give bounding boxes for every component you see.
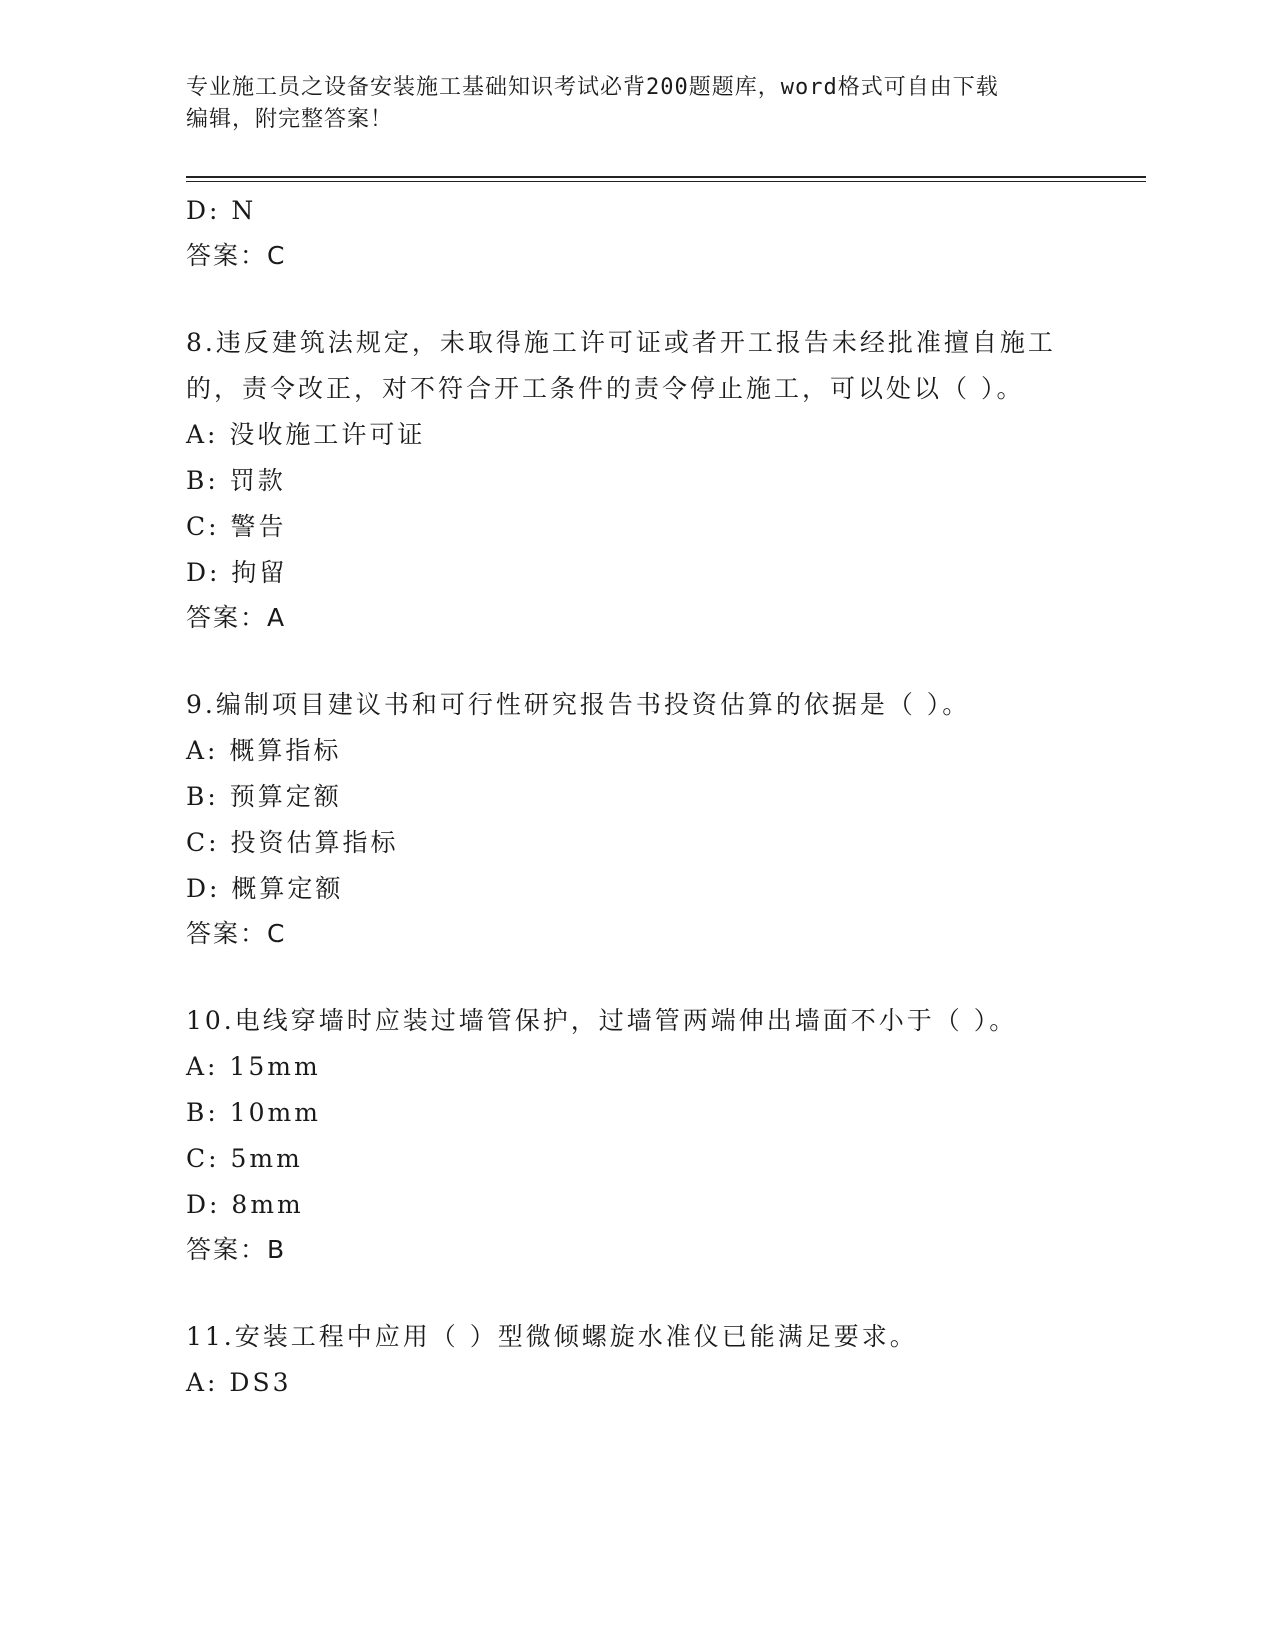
option-b: B: 10mm	[186, 1098, 321, 1127]
option-d: D: 概算定额	[186, 874, 344, 903]
option-a: A: 概算指标	[186, 736, 342, 765]
header-line-2: 编辑，附完整答案！	[186, 107, 394, 132]
question-content	[186, 188, 1086, 1406]
header-line-1: 专业施工员之设备安装施工基础知识考试必背200题题库，word格式可自由下载	[186, 75, 999, 100]
question-block-8	[186, 320, 1086, 640]
option-a: A: 15mm	[186, 1052, 321, 1081]
option-a: A: 没收施工许可证	[186, 420, 426, 449]
question-title: 8.违反建筑法规定，未取得施工许可证或者开工报告未经批准擅自施工的，责令改正，对不符合开工条件的责令停止施工，可以处以（ ）。	[186, 328, 1056, 403]
option-a: A: DS3	[186, 1368, 292, 1397]
question-block-9	[186, 682, 1086, 956]
option-d: D: N	[186, 196, 257, 225]
header-divider	[186, 176, 1146, 182]
question-title: 9.编制项目建议书和可行性研究报告书投资估算的依据是（ ）。	[186, 690, 971, 719]
question-title: 10.电线穿墙时应装过墙管保护，过墙管两端伸出墙面不小于（ ）。	[186, 1006, 1018, 1035]
option-c: C: 5mm	[186, 1144, 303, 1173]
answer-line: 答案：C	[186, 919, 287, 948]
option-b: B: 预算定额	[186, 782, 342, 811]
page-header	[186, 72, 1086, 136]
answer-line: 答案：C	[186, 241, 287, 270]
option-d: D: 8mm	[186, 1190, 304, 1219]
question-block-11	[186, 1314, 1086, 1406]
option-c: C: 投资估算指标	[186, 828, 399, 857]
answer-line: 答案：B	[186, 1235, 287, 1264]
option-b: B: 罚款	[186, 466, 286, 495]
question-title: 11.安装工程中应用（ ）型微倾螺旋水准仪已能满足要求。	[186, 1322, 918, 1351]
question-block-10	[186, 998, 1086, 1272]
answer-line: 答案：A	[186, 603, 287, 632]
option-d: D: 拘留	[186, 558, 288, 587]
option-c: C: 警告	[186, 512, 287, 541]
